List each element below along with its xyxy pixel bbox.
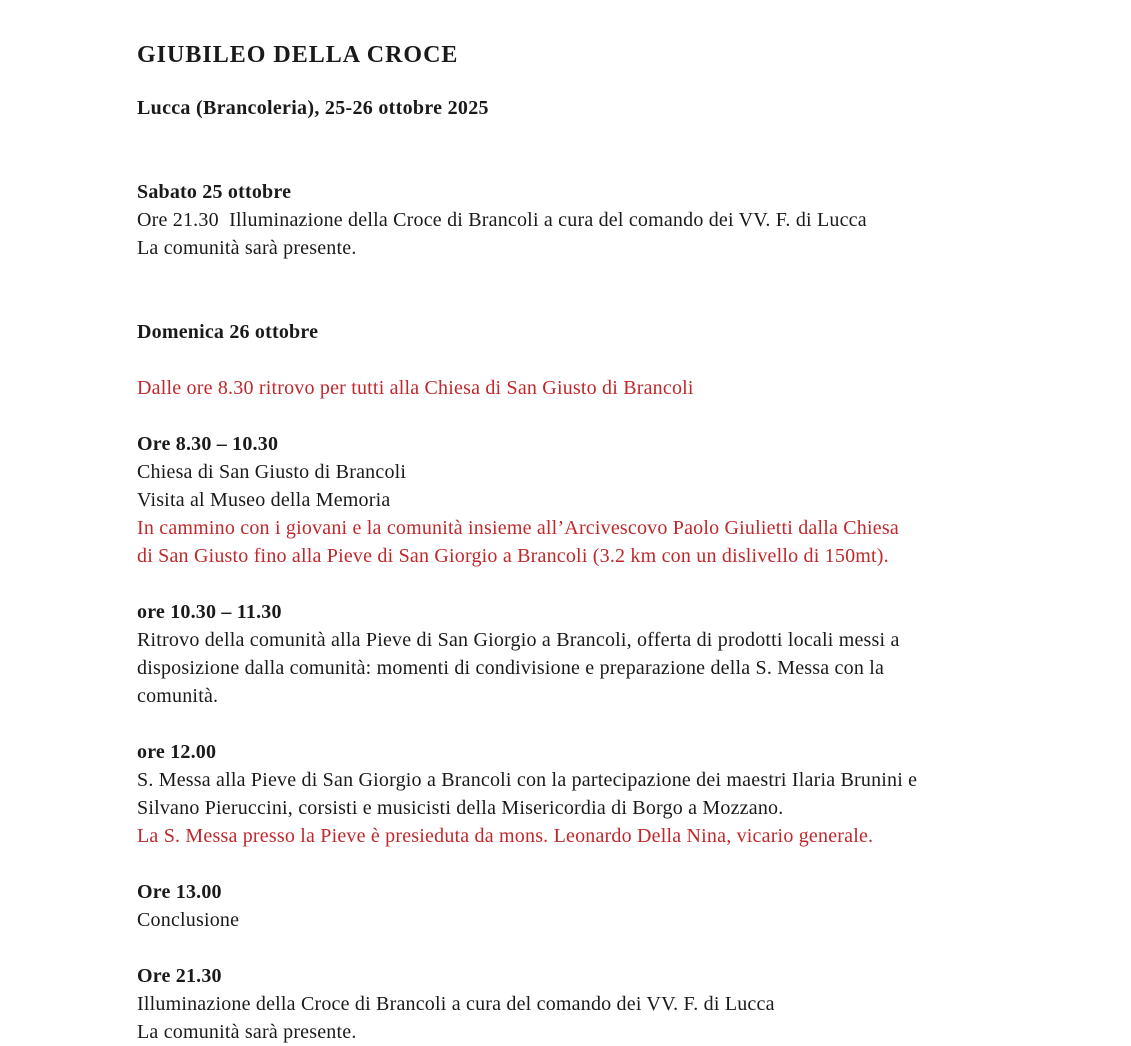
schedule-line: In cammino con i giovani e la comunità insieme all’Arcivescovo Paolo Giulietti dalla Chiesa <box>137 517 899 539</box>
section-heading: Sabato 25 ottobre <box>137 181 292 203</box>
section-ore-21-30 <box>137 962 1091 1046</box>
schedule-line: Dalle ore 8.30 ritrovo per tutti alla Chiesa di San Giusto di Brancoli <box>137 377 694 399</box>
document-subtitle: Lucca (Brancoleria), 25-26 ottobre 2025 <box>137 97 489 119</box>
section-heading: ore 10.30 – 11.30 <box>137 601 282 623</box>
schedule-line: di San Giusto fino alla Pieve di San Giorgio a Brancoli (3.2 km con un dislivello di 150mt). <box>137 545 889 567</box>
schedule-line: Ritrovo della comunità alla Pieve di San Giorgio a Brancoli, offerta di prodotti locali messi a <box>137 629 900 651</box>
document-title: GIUBILEO DELLA CROCE <box>137 42 459 68</box>
section-ore-10-30 <box>137 598 1091 710</box>
schedule-line: Chiesa di San Giusto di Brancoli <box>137 461 407 483</box>
schedule-line: La S. Messa presso la Pieve è presieduta da mons. Leonardo Della Nina, vicario generale. <box>137 825 874 847</box>
schedule-line: comunità. <box>137 685 219 707</box>
schedule-line: disposizione dalla comunità: momenti di condivisione e preparazione della S. Messa con la <box>137 657 885 679</box>
section-ore-12-00 <box>137 738 1091 850</box>
section-ore-8-30 <box>137 430 1091 570</box>
section-heading: ore 12.00 <box>137 741 217 763</box>
section-domenica-26 <box>137 318 1091 346</box>
schedule-line: La comunità sarà presente. <box>137 1021 357 1043</box>
section-ore-13-00 <box>137 878 1091 934</box>
document-header <box>137 40 1091 122</box>
schedule-line: S. Messa alla Pieve di San Giorgio a Brancoli con la partecipazione dei maestri Ilaria Brunini e <box>137 769 918 791</box>
schedule-line: Illuminazione della Croce di Brancoli a cura del comando dei VV. F. di Lucca <box>137 993 775 1015</box>
section-ritrovo-note <box>137 374 1091 402</box>
schedule-line: La comunità sarà presente. <box>137 237 357 259</box>
schedule-line: Conclusione <box>137 909 240 931</box>
section-heading: Domenica 26 ottobre <box>137 321 319 343</box>
section-heading: Ore 21.30 <box>137 965 222 987</box>
schedule-line: Silvano Pieruccini, corsisti e musicisti della Misericordia di Borgo a Mozzano. <box>137 797 784 819</box>
section-heading: Ore 8.30 – 10.30 <box>137 433 279 455</box>
schedule-line: Visita al Museo della Memoria <box>137 489 391 511</box>
schedule-line: Ore 21.30 Illuminazione della Croce di Brancoli a cura del comando dei VV. F. di Lucca <box>137 209 867 231</box>
section-sabato-25 <box>137 178 1091 262</box>
section-heading: Ore 13.00 <box>137 881 222 903</box>
